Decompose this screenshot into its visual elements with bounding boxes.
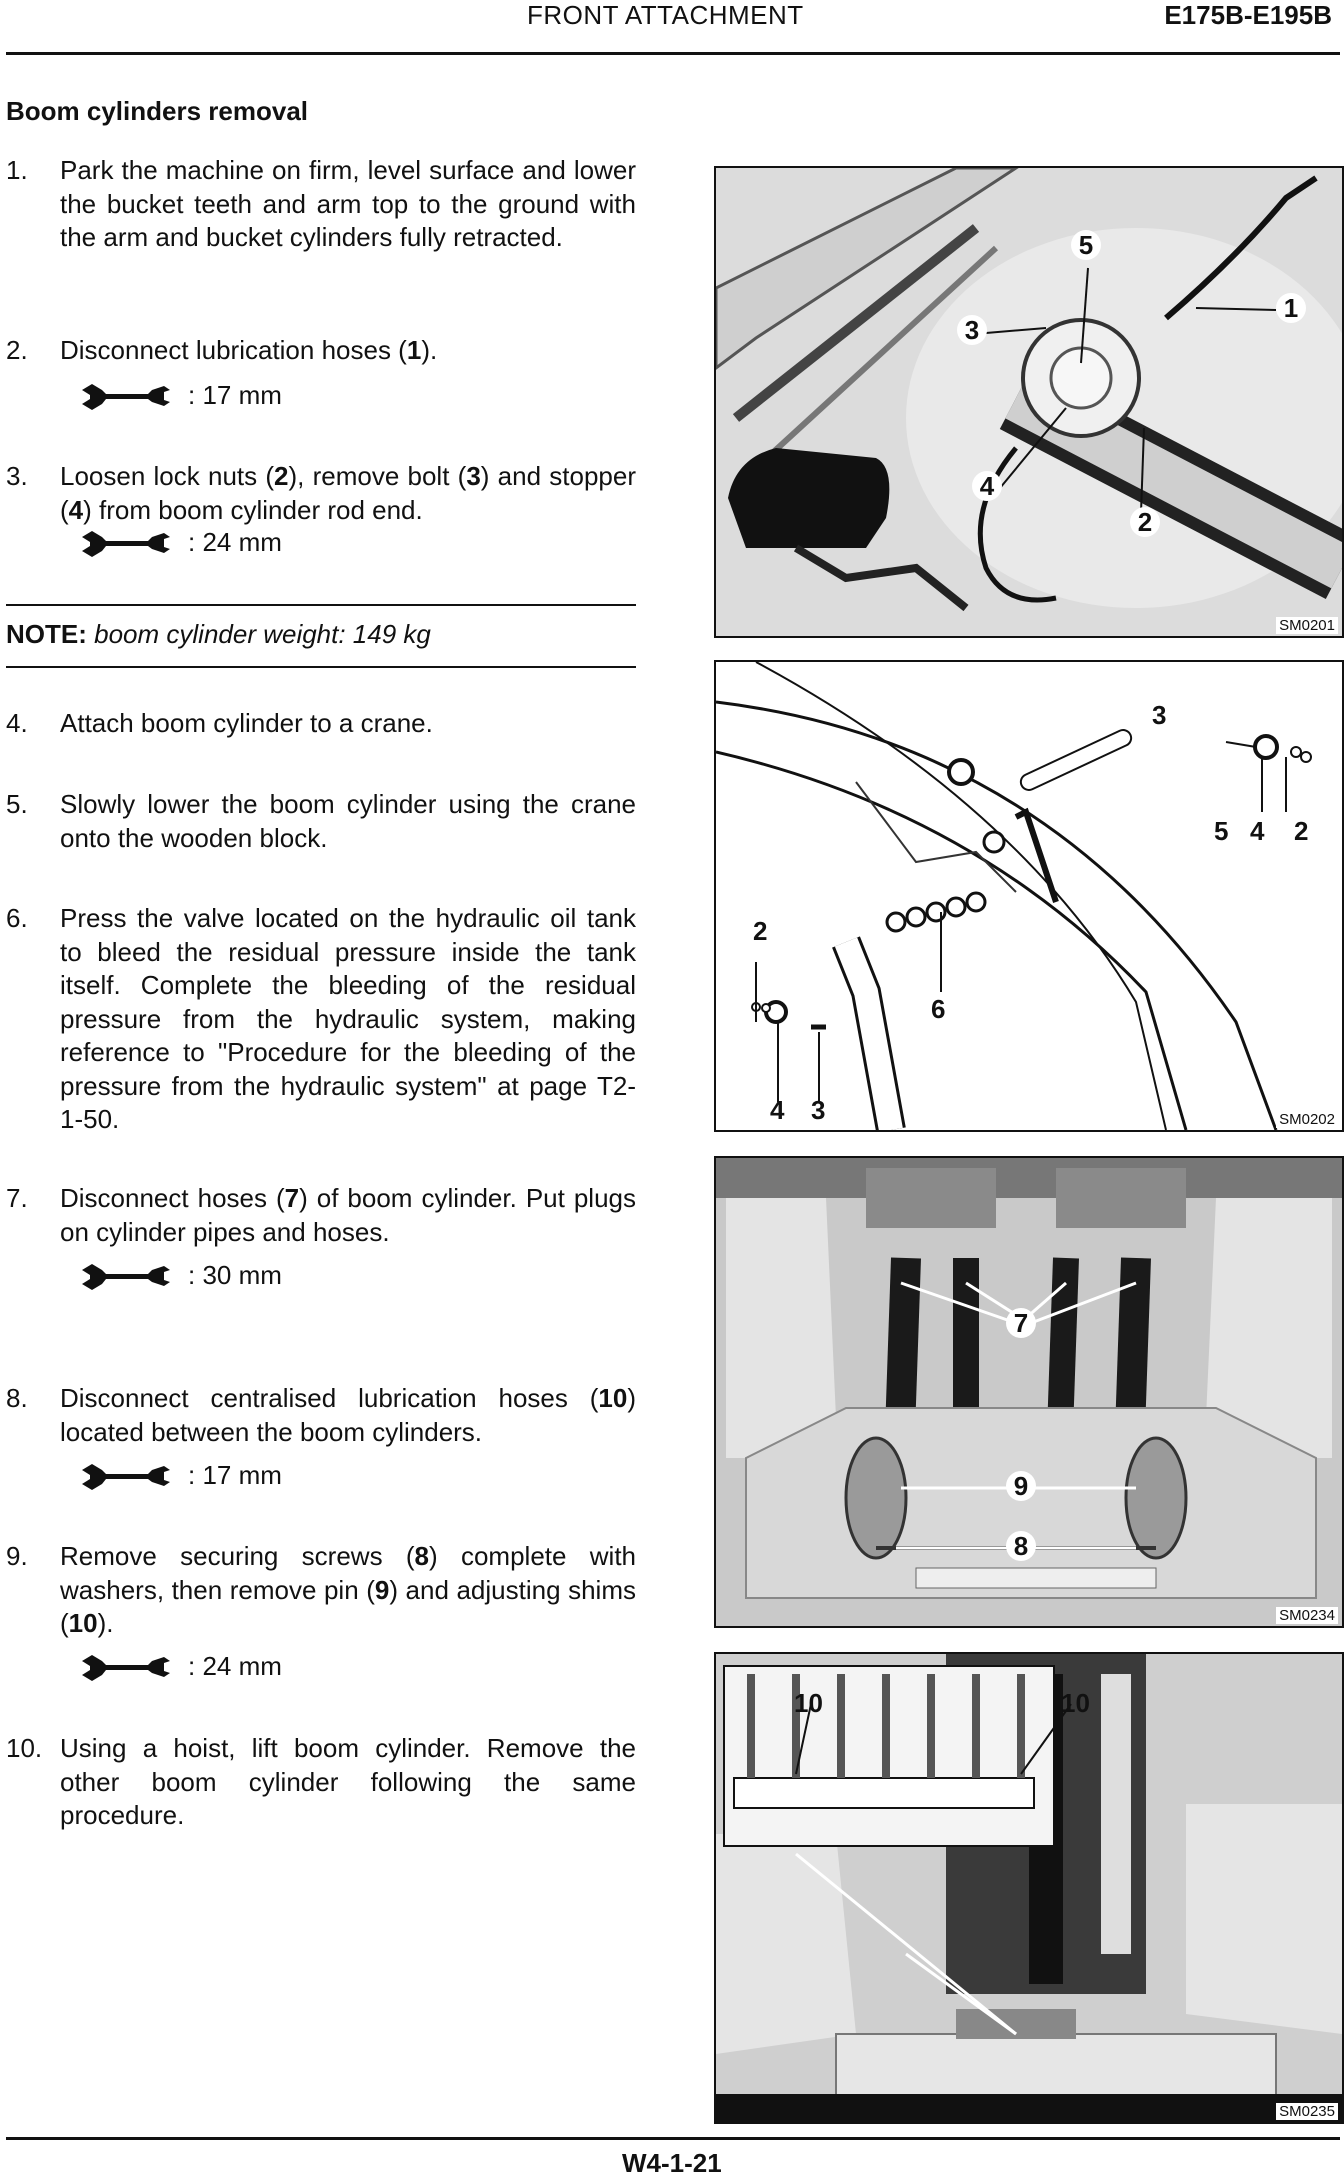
tool-size: : 30 mm bbox=[188, 1260, 282, 1290]
step-text: Disconnect hoses (7) of boom cylinder. Put plugs on cylinder pipes and hoses. bbox=[60, 1183, 636, 1247]
step-9 bbox=[6, 1540, 636, 1641]
figure-code: SM0201 bbox=[1276, 617, 1338, 634]
step-number: 2. bbox=[6, 335, 28, 365]
step-1 bbox=[6, 154, 636, 255]
figure-sm0201 bbox=[714, 166, 1344, 638]
lubrication-block-photo bbox=[716, 1654, 1342, 2122]
header-rule bbox=[6, 52, 1340, 55]
wrench-icon bbox=[78, 380, 174, 414]
figure-sm0235 bbox=[714, 1652, 1344, 2124]
step-number: 4. bbox=[6, 708, 28, 738]
callout-2: 2 bbox=[1294, 816, 1309, 846]
callout-3: 3 bbox=[957, 315, 987, 345]
tool-size: : 24 mm bbox=[188, 527, 282, 557]
tool-size: : 17 mm bbox=[188, 1460, 282, 1490]
figure-code: SM0234 bbox=[1276, 1607, 1338, 1624]
page-header bbox=[0, 0, 1344, 54]
wrench-icon bbox=[78, 1260, 174, 1294]
tool-size: : 17 mm bbox=[188, 380, 282, 410]
step-text: Attach boom cylinder to a crane. bbox=[60, 708, 433, 738]
section-title: FRONT ATTACHMENT bbox=[527, 0, 804, 30]
callout-7: 7 bbox=[1006, 1308, 1036, 1338]
step-text: Using a hoist, lift boom cylinder. Remove the other boom cylinder following the same procedure. bbox=[60, 1733, 636, 1830]
wrench-icon bbox=[78, 1651, 174, 1685]
step-number: 3. bbox=[6, 461, 28, 491]
step-number: 8. bbox=[6, 1383, 28, 1413]
step-4 bbox=[6, 707, 636, 741]
step-text: Press the valve located on the hydraulic oil tank to bleed the residual pressure inside the tank itself. Complete the bleeding of the residual pressure from the hydraulic system, making reference to "Procedure for the bleeding of the pressure from the hydraulic system" at page T2-1-50. bbox=[60, 903, 636, 1134]
callout-8: 8 bbox=[1006, 1531, 1036, 1561]
callout-2: 2 bbox=[1130, 507, 1160, 537]
figure-sm0202 bbox=[714, 660, 1344, 1132]
callout-4: 4 bbox=[1250, 816, 1265, 846]
figure-code: SM0202 bbox=[1276, 1111, 1338, 1128]
note-box bbox=[6, 604, 636, 668]
step-2 bbox=[6, 334, 636, 368]
step-text: Remove securing screws (8) complete with washers, then remove pin (9) and adjusting shims (10). bbox=[60, 1541, 637, 1638]
step-6 bbox=[6, 902, 636, 1137]
note-line bbox=[6, 619, 431, 650]
step-8 bbox=[6, 1382, 636, 1449]
callout-10b: 10 bbox=[1061, 1688, 1090, 1718]
step-number: 9. bbox=[6, 1541, 28, 1571]
step-text: Slowly lower the boom cylinder using the crane onto the wooden block. bbox=[60, 789, 636, 853]
step-number: 7. bbox=[6, 1183, 28, 1213]
callout-10: 10 bbox=[794, 1688, 823, 1718]
step-number: 1. bbox=[6, 155, 28, 185]
callout-3: 3 bbox=[1152, 700, 1167, 730]
step-text: Disconnect centralised lubrication hoses (10) located between the boom cylinders. bbox=[60, 1383, 636, 1447]
tool-size: : 24 mm bbox=[188, 1651, 282, 1681]
step-text: Disconnect lubrication hoses (1). bbox=[60, 335, 438, 365]
callout-3b: 3 bbox=[811, 1095, 826, 1125]
callout-4b: 4 bbox=[770, 1095, 785, 1125]
callout-6: 6 bbox=[931, 994, 946, 1024]
step-number: 5. bbox=[6, 789, 28, 819]
note-text: boom cylinder weight: 149 kg bbox=[94, 619, 431, 649]
model-title: E175B-E195B bbox=[1164, 0, 1332, 30]
callout-1: 1 bbox=[1276, 293, 1306, 323]
page-title: Boom cylinders removal bbox=[6, 96, 308, 126]
callout-2b: 2 bbox=[753, 916, 768, 946]
callout-4: 4 bbox=[972, 471, 1002, 501]
figure-sm0234 bbox=[714, 1156, 1344, 1628]
callout-5: 5 bbox=[1071, 230, 1101, 260]
step-7 bbox=[6, 1182, 636, 1249]
wrench-icon bbox=[78, 1460, 174, 1494]
wrench-icon bbox=[78, 527, 174, 561]
footer-rule bbox=[6, 2137, 1340, 2140]
step-number: 10. bbox=[6, 1733, 43, 1763]
callout-9: 9 bbox=[1006, 1471, 1036, 1501]
figure-code: SM0235 bbox=[1276, 2103, 1338, 2120]
step-3 bbox=[6, 460, 636, 527]
step-10 bbox=[6, 1732, 636, 1833]
step-5 bbox=[6, 788, 636, 855]
step-text: Loosen lock nuts (2), remove bolt (3) and stopper (4) from boom cylinder rod end. bbox=[60, 461, 636, 525]
cylinder-rod-end-photo bbox=[716, 168, 1342, 636]
note-label: NOTE: bbox=[6, 619, 87, 649]
page-number: W4-1-21 bbox=[622, 2148, 722, 2178]
callout-5: 5 bbox=[1214, 816, 1229, 846]
step-text: Park the machine on firm, level surface and lower the bucket teeth and arm top to the ground with the arm and bucket cylinders fully retracted. bbox=[60, 155, 636, 252]
boom-exploded-diagram bbox=[716, 662, 1342, 1130]
step-number: 6. bbox=[6, 903, 28, 933]
